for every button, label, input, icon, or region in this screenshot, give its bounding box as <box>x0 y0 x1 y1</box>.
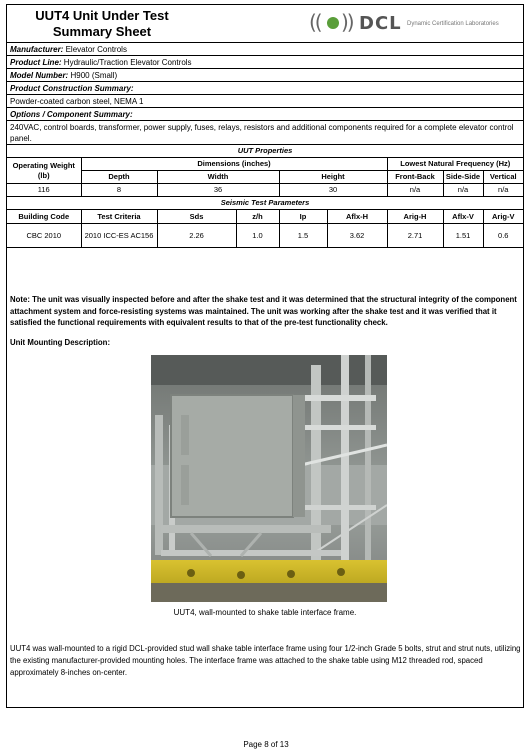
seismic-aflx-h: 3.62 <box>327 224 387 248</box>
seismic-arig-h: 2.71 <box>387 224 443 248</box>
width-header: Width <box>157 171 279 184</box>
dimensions-header: Dimensions (inches) <box>81 158 387 171</box>
seismic-ip: 1.5 <box>279 224 327 248</box>
seismic-header-ip: Ip <box>279 210 327 224</box>
vertical-value: n/a <box>483 184 523 197</box>
depth-value: 8 <box>81 184 157 197</box>
mounting-label: Unit Mounting Description: <box>10 338 111 347</box>
dcl-logo <box>309 12 519 34</box>
sheet-header <box>7 5 523 43</box>
height-header: Height <box>279 171 387 184</box>
seismic-title: Seismic Test Parameters <box>7 197 523 210</box>
side-side-value: n/a <box>443 184 483 197</box>
sheet-title <box>7 8 197 40</box>
logo-waves-right-icon: )) <box>341 10 353 34</box>
seismic-header-sds: Sds <box>157 210 236 224</box>
options-label: Options / Component Summary: <box>10 110 133 119</box>
options-label-row <box>7 108 523 121</box>
seismic-header-zh: z/h <box>236 210 279 224</box>
vertical-header: Vertical <box>483 171 523 184</box>
depth-header: Depth <box>81 171 157 184</box>
title-line-1: UUT4 Unit Under Test <box>35 8 169 23</box>
seismic-test-criteria: 2010 ICC-ES AC156 <box>81 224 157 248</box>
construction-value-row <box>7 95 523 108</box>
seismic-header-arig-h: Arig-H <box>387 210 443 224</box>
logo-waves-left-icon: (( <box>309 10 321 34</box>
logo-text: DCL <box>359 13 402 34</box>
width-value: 36 <box>157 184 279 197</box>
manufacturer-value: Elevator Controls <box>65 45 127 54</box>
options-value-row <box>7 121 523 145</box>
seismic-header-arig-v: Arig-V <box>483 210 523 224</box>
model-label: Model Number: <box>10 71 69 80</box>
options-value: 240VAC, control boards, transformer, power supply, fuses, relays, resistors and additional components required for a complete elevator control panel. <box>10 123 514 143</box>
height-value: 30 <box>279 184 387 197</box>
weight-value: 116 <box>7 184 81 197</box>
construction-label: Product Construction Summary: <box>10 84 134 93</box>
page-number: Page 8 of 13 <box>243 740 289 749</box>
seismic-arig-v: 0.6 <box>483 224 523 248</box>
product-line-label: Product Line: <box>10 58 62 67</box>
seismic-building-code: CBC 2010 <box>7 224 81 248</box>
logo-dot-icon <box>327 17 339 29</box>
uut-properties-title: UUT Properties <box>7 145 523 158</box>
unit-mounting-photo <box>151 355 387 602</box>
seismic-aflx-v: 1.51 <box>443 224 483 248</box>
seismic-zh: 1.0 <box>236 224 279 248</box>
product-line-value: Hydraulic/Traction Elevator Controls <box>63 58 192 67</box>
photo-caption: UUT4, wall-mounted to shake table interface frame. <box>173 608 357 617</box>
model-value: H900 (Small) <box>70 71 118 80</box>
frequency-header: Lowest Natural Frequency (Hz) <box>387 158 523 171</box>
front-back-header: Front-Back <box>387 171 443 184</box>
manufacturer-label: Manufacturer: <box>10 45 64 54</box>
construction-value: Powder-coated carbon steel, NEMA 1 <box>10 97 144 106</box>
seismic-header-building-code: Building Code <box>7 210 81 224</box>
summary-sheet <box>6 4 524 708</box>
seismic-sds: 2.26 <box>157 224 236 248</box>
construction-label-row <box>7 82 523 95</box>
model-row <box>7 69 523 82</box>
seismic-header-aflx-h: Aflx-H <box>327 210 387 224</box>
seismic-header-test-criteria: Test Criteria <box>81 210 157 224</box>
front-back-value: n/a <box>387 184 443 197</box>
inspection-note: Note: The unit was visually inspected before and after the shake test and it was determined that the structural integrity of the component attachment system and force-resisting systems was maintained. The unit was working after the shake test and it was verified that it satisfied the functional requirements with equivalent results to that of the pre-test functionality check. <box>10 295 517 327</box>
title-line-2: Summary Sheet <box>52 24 152 39</box>
seismic-header-aflx-v: Aflx-V <box>443 210 483 224</box>
weight-header: Operating Weight (lb) <box>7 158 81 184</box>
product-line-row <box>7 56 523 69</box>
logo-subtitle: Dynamic Certification Laboratories <box>407 21 499 27</box>
uut-properties-table <box>7 144 523 248</box>
mounting-description: UUT4 was wall-mounted to a rigid DCL-provided stud wall shake table interface frame using four 1/2-inch Grade 5 bolts, strut and strut nuts, utilizing the existing manufacturer-provided mounting holes. The interface frame was attached to the shake table using M12 threaded rod, spaced approximately 8-inches on-center. <box>10 644 521 677</box>
manufacturer-row <box>7 43 523 56</box>
side-side-header: Side-Side <box>443 171 483 184</box>
